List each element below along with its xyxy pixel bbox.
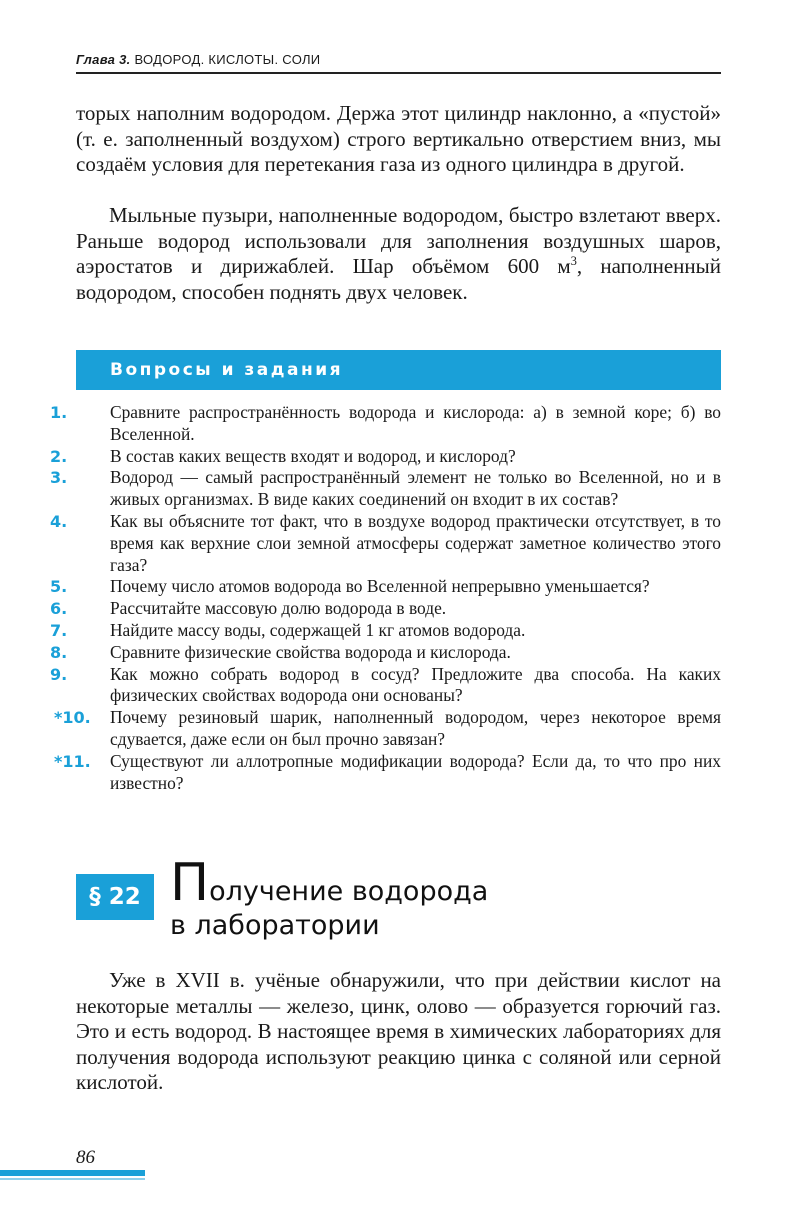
question-number: 3. [50,468,68,488]
question-text: Водород — самый распространённый элемент не только во Вселенной, но и в живых организмах. В виде каких соединений он входит в их состав? [110,467,721,510]
question-number: 6. [50,599,68,619]
questions-banner: Вопросы и задания [76,350,721,390]
question-item [50,402,721,446]
question-number: 5. [50,577,68,597]
question-text: Сравните распространённость водорода и кислорода: а) в земной коре; б) во Вселенной. [110,402,721,444]
running-header [76,50,721,74]
question-number: 8. [50,642,68,662]
question-item [50,642,721,664]
question-number: 2. [50,446,68,466]
question-text: Почему число атомов водорода во Вселенной непрерывно уменьшается? [110,576,650,597]
question-item [50,598,721,620]
question-text: Почему резиновый шарик, наполненный водородом, через некоторое время сдувается, даже если он был прочно завязан? [110,707,721,749]
question-item [50,446,721,468]
question-text: Существуют ли аллотропные модификации водорода? Если да, то что про них известно? [110,750,721,793]
page-number: 86 [76,1147,95,1168]
section-title-line2: в лаборатории [170,910,380,941]
questions-list [50,402,721,794]
superscript: 3 [570,254,577,269]
paragraph-continued: торых наполним водородом. Держа этот цилиндр наклонно, а «пустой» (т. е. заполненный воздухом) строго вертикально отверстием вниз, мы создаём условия для перетекания газа из одного цилиндра в другой. [76,101,721,177]
question-text: В состав каких веществ входят и водород, и кислород? [110,445,516,466]
section-body: Уже в XVII в. учёные обнаружили, что при действии кислот на некоторые металлы — железо, цинк, олово — образуется горючий газ. Это и есть водород. В настоящее время в химических лабораториях для получения водорода используют реакцию цинка с соляной или серной кислотой. [76,968,721,1095]
question-number: 7. [50,620,68,640]
footer-accent-bar [0,1170,145,1176]
paragraph-text-a: Мыльные пузыри, наполненные водородом, быстро взлетают вверх. Раньше водород использовали для заполнения воздушных шаров, аэростатов и дирижаблей. Шар объёмом 600 м [76,203,721,279]
question-item [50,751,721,795]
question-item [50,664,721,708]
question-number: 4. [50,511,68,531]
question-text: Как вы объясните тот факт, что в воздухе водород практически отсутствует, в то время как верхние слои земной атмосферы содержат заметное количество этого газа? [110,510,721,575]
question-number: 9. [50,664,68,684]
question-item [50,511,721,576]
paragraph-text-b: , наполненный водородом, способен поднять двух человек. [76,254,721,304]
section-number-badge: § 22 [76,874,154,920]
question-item [50,576,721,598]
footer-accent-line [0,1178,145,1180]
question-item [50,467,721,511]
question-number: 1. [50,403,68,422]
chapter-title: ВОДОРОД. КИСЛОТЫ. СОЛИ [134,52,321,67]
chapter-label: Глава 3. [76,52,131,67]
section-title-line1: олучение водорода [209,876,489,907]
question-item [50,707,721,751]
question-text: Рассчитайте массовую долю водорода в воде. [110,598,447,619]
question-text: Найдите массу воды, содержащей 1 кг атомов водорода. [110,619,526,640]
paragraph-soap-bubbles [76,203,721,305]
question-number: *10. [54,708,91,728]
question-number: *11. [54,751,91,771]
question-text: Как можно собрать водород в сосуд? Предложите два способа. На каких физических свойствах водорода они основаны? [110,663,721,706]
question-item [50,620,721,642]
section-title-initial: П [170,853,210,913]
question-text: Сравните физические свойства водорода и кислорода. [110,641,511,662]
section-title [170,853,730,943]
